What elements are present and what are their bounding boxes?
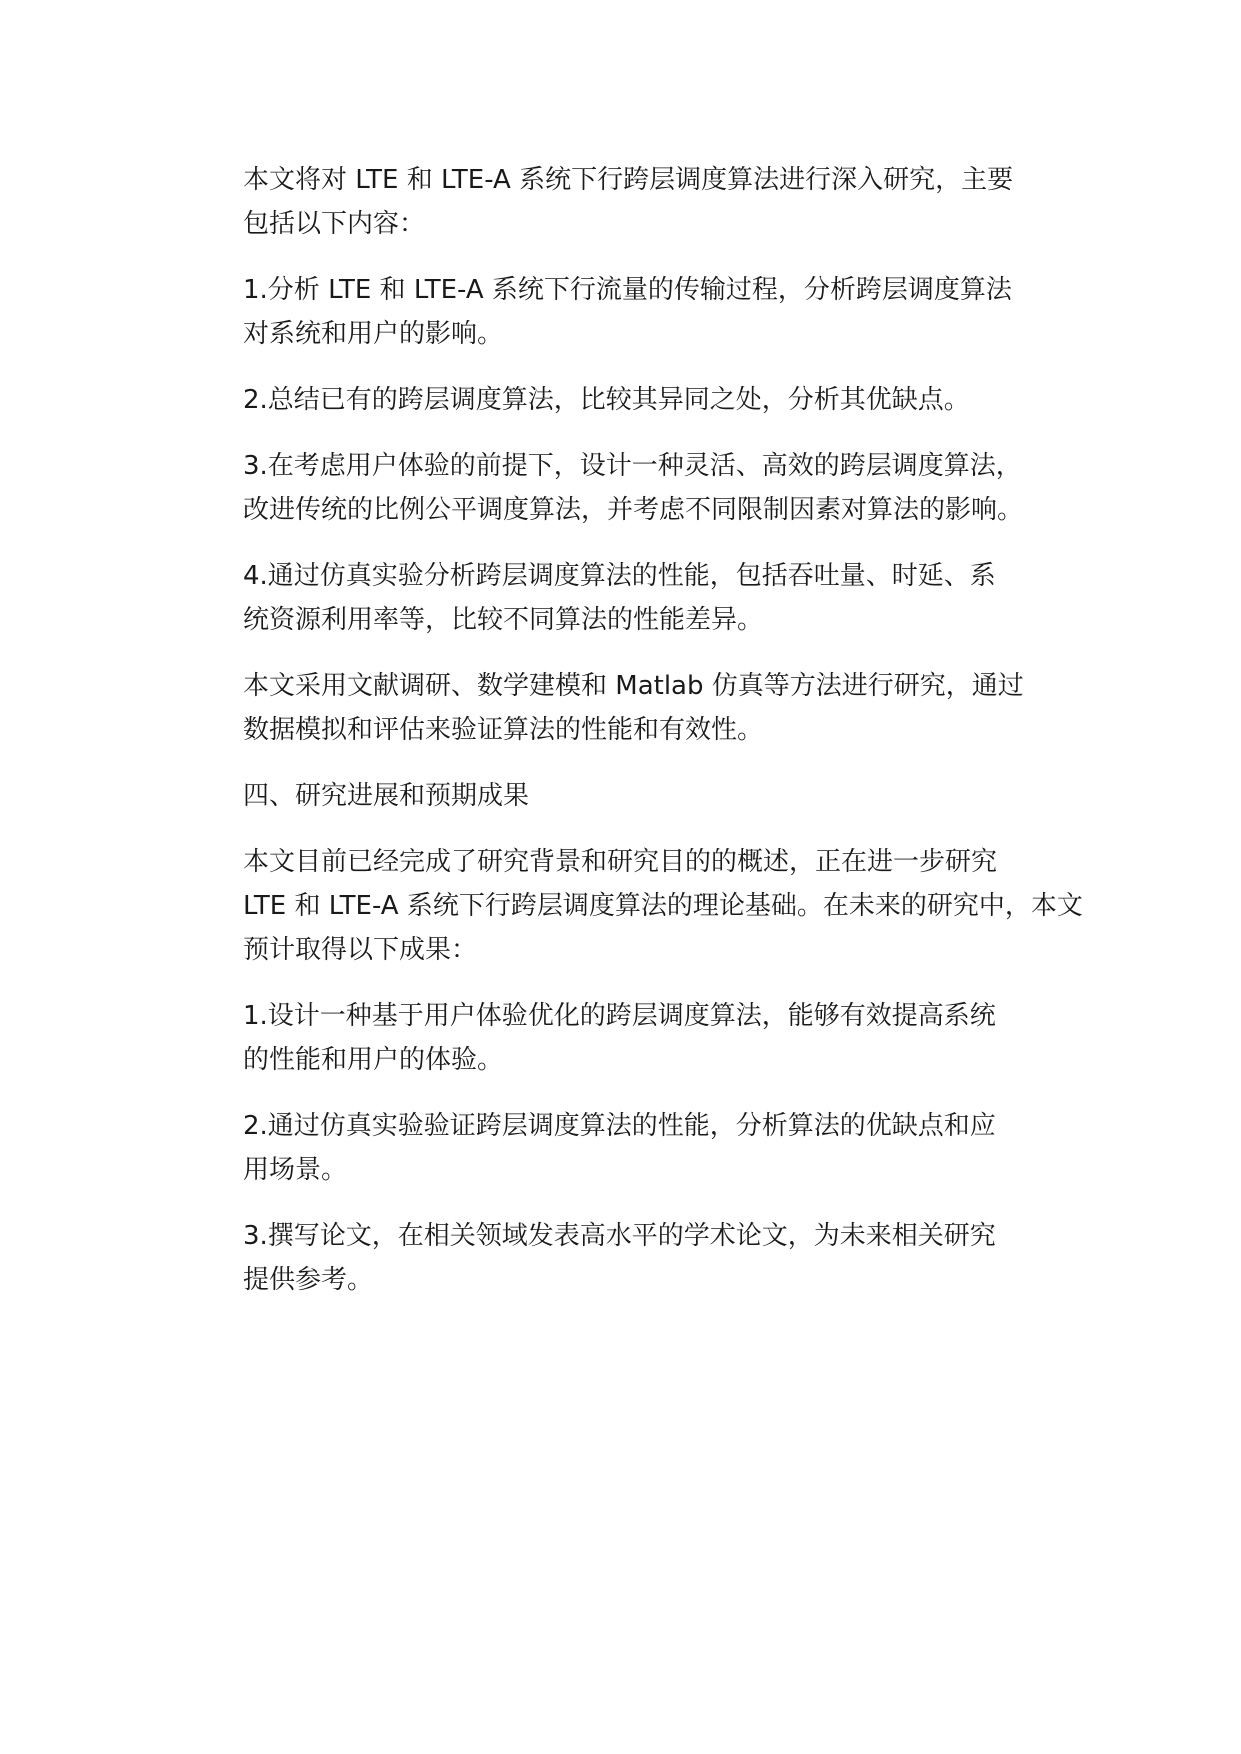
section-heading (187, 774, 1087, 818)
text-line: 统资源利用率等，比较不同算法的性能差异。 (243, 605, 764, 635)
text-line: 1.分析 LTE 和 LTE-A 系统下行流量的传输过程，分析跨层调度算法 (243, 275, 1012, 305)
paragraph-content-item-1 (187, 268, 1087, 356)
paragraph-content-item-3 (187, 444, 1087, 532)
text-line: 提供参考。 (243, 1265, 374, 1295)
paragraph-result-item-2 (187, 1104, 1087, 1192)
paragraph-intro (187, 158, 1087, 246)
text-line: 改进传统的比例公平调度算法，并考虑不同限制因素对算法的影响。 (243, 495, 1024, 525)
text-line: 3.在考虑用户体验的前提下，设计一种灵活、高效的跨层调度算法， (243, 451, 1022, 481)
paragraph-result-item-1 (187, 994, 1087, 1082)
text-line: LTE 和 LTE-A 系统下行跨层调度算法的理论基础。在未来的研究中，本文 (243, 891, 1083, 921)
text-line: 本文目前已经完成了研究背景和研究目的的概述，正在进一步研究 (243, 847, 998, 877)
text-line: 本文将对 LTE 和 LTE-A 系统下行跨层调度算法进行深入研究，主要 (243, 165, 1014, 195)
paragraph-progress (187, 840, 1087, 972)
text-line: 本文采用文献调研、数学建模和 Matlab 仿真等方法进行研究，通过 (243, 671, 1024, 701)
text-line: 的性能和用户的体验。 (243, 1045, 504, 1075)
text-line: 四、研究进展和预期成果 (243, 781, 530, 811)
text-line: 4.通过仿真实验分析跨层调度算法的性能，包括吞吐量、时延、系 (243, 561, 996, 591)
text-line: 2.总结已有的跨层调度算法，比较其异同之处，分析其优缺点。 (243, 385, 970, 415)
paragraph-methods (187, 664, 1087, 752)
text-line: 用场景。 (243, 1155, 348, 1185)
text-line: 包括以下内容： (243, 209, 426, 239)
text-line: 数据模拟和评估来验证算法的性能和有效性。 (243, 715, 764, 745)
text-line: 1.设计一种基于用户体验优化的跨层调度算法，能够有效提高系统 (243, 1001, 996, 1031)
text-line: 2.通过仿真实验验证跨层调度算法的性能，分析算法的优缺点和应 (243, 1111, 996, 1141)
document-body (187, 158, 1087, 1324)
text-line: 3.撰写论文，在相关领域发表高水平的学术论文，为未来相关研究 (243, 1221, 996, 1251)
paragraph-content-item-4 (187, 554, 1087, 642)
paragraph-content-item-2 (187, 378, 1087, 422)
paragraph-result-item-3 (187, 1214, 1087, 1302)
text-line: 预计取得以下成果： (243, 935, 478, 965)
text-line: 对系统和用户的影响。 (243, 319, 504, 349)
